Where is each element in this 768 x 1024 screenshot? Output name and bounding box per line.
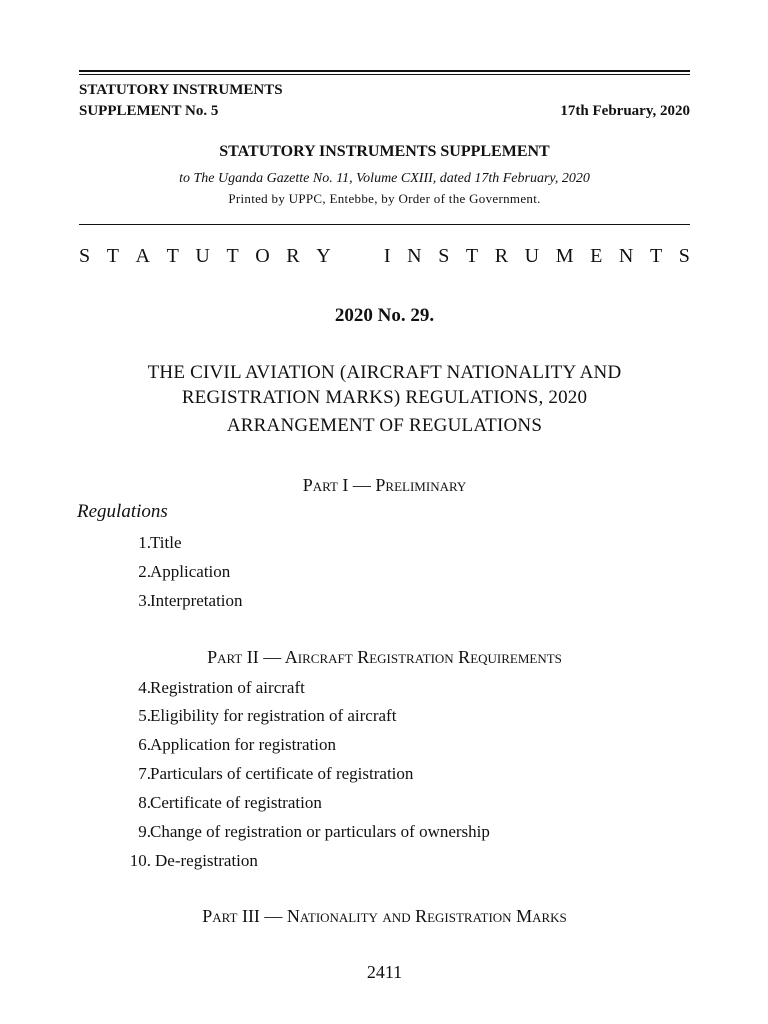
regulation-number: 5. [138, 706, 151, 725]
instrument-title-line-1: THE CIVIL AVIATION (AIRCRAFT NATIONALITY AND [147, 362, 622, 383]
banner-letter: T [166, 245, 179, 267]
regulation-number: 6. [138, 735, 151, 754]
banner-letter: U [195, 245, 210, 267]
header-line-2: SUPPLEMENT No. 5 [79, 103, 219, 119]
banner-letter: Y [316, 245, 331, 267]
regulation-title: Particulars of certificate of registration [150, 764, 414, 783]
supplement-title: STATUTORY INSTRUMENTS SUPPLEMENT [219, 143, 550, 160]
page-number: 2411 [366, 962, 403, 982]
supplement-printer-note: Printed by UPPC, Entebbe, by Order of the Government. [228, 191, 541, 206]
regulation-title: Title [150, 533, 182, 552]
instrument-title-line-2: REGISTRATION MARKS) REGULATIONS, 2020 [181, 387, 588, 408]
regulation-number: 9. [138, 822, 151, 841]
regulation-title: De-registration [155, 851, 258, 870]
part-1-heading: Part I — Preliminary [302, 475, 467, 495]
banner-letter: U [524, 245, 540, 267]
statutory-instruments-banner [79, 244, 690, 268]
banner-letter: N [618, 245, 634, 267]
header-double-rule [79, 70, 690, 75]
banner-letter: S [79, 245, 91, 267]
banner-letter: M [555, 245, 574, 267]
banner-letter: R [494, 245, 509, 267]
instrument-number: 2020 No. 29. [334, 305, 435, 326]
banner-letter: T [226, 245, 239, 267]
banner-letter: R [286, 245, 300, 267]
regulation-title: Change of registration or particulars of ownership [150, 822, 490, 841]
header-line-1: STATUTORY INSTRUMENTS [79, 82, 283, 98]
banner-letter: S [438, 245, 450, 267]
regulations-label: Regulations [77, 501, 168, 522]
regulation-number: 8. [138, 793, 151, 812]
banner-letter: I [383, 245, 391, 267]
banner-letter: N [407, 245, 422, 267]
banner-letter: A [135, 245, 150, 267]
header-single-rule [79, 224, 690, 225]
regulation-title: Registration of aircraft [150, 678, 305, 697]
banner-letter: O [255, 245, 270, 267]
banner-letter: E [590, 245, 603, 267]
regulation-title: Application [150, 562, 231, 581]
gazette-page [79, 0, 690, 1024]
header-date: 17th February, 2020 [560, 103, 690, 119]
part-2-heading: Part II — Aircraft Registration Requirements [207, 647, 562, 667]
regulation-title: Eligibility for registration of aircraft [150, 706, 397, 725]
banner-letter: T [465, 245, 479, 267]
banner-letter: T [649, 245, 663, 267]
regulation-number: 4. [138, 678, 151, 697]
regulation-number: 2. [138, 562, 151, 581]
regulation-title: Application for registration [150, 735, 337, 754]
regulation-title: Certificate of registration [150, 793, 322, 812]
regulation-number: 7. [138, 764, 151, 783]
regulation-number: 3. [138, 591, 151, 610]
regulation-number: 10. [129, 851, 151, 870]
regulation-title: Interpretation [150, 591, 243, 610]
supplement-gazette-reference: to The Uganda Gazette No. 11, Volume CXIII, dated 17th February, 2020 [179, 171, 590, 186]
banner-word-gap [347, 244, 367, 268]
regulation-number: 1. [138, 533, 151, 552]
part-3-heading: Part III — Nationality and Registration Marks [202, 906, 567, 926]
arrangement-heading: ARRANGEMENT OF REGULATIONS [226, 415, 543, 436]
banner-letter: S [678, 245, 690, 267]
banner-letter: T [106, 245, 119, 267]
